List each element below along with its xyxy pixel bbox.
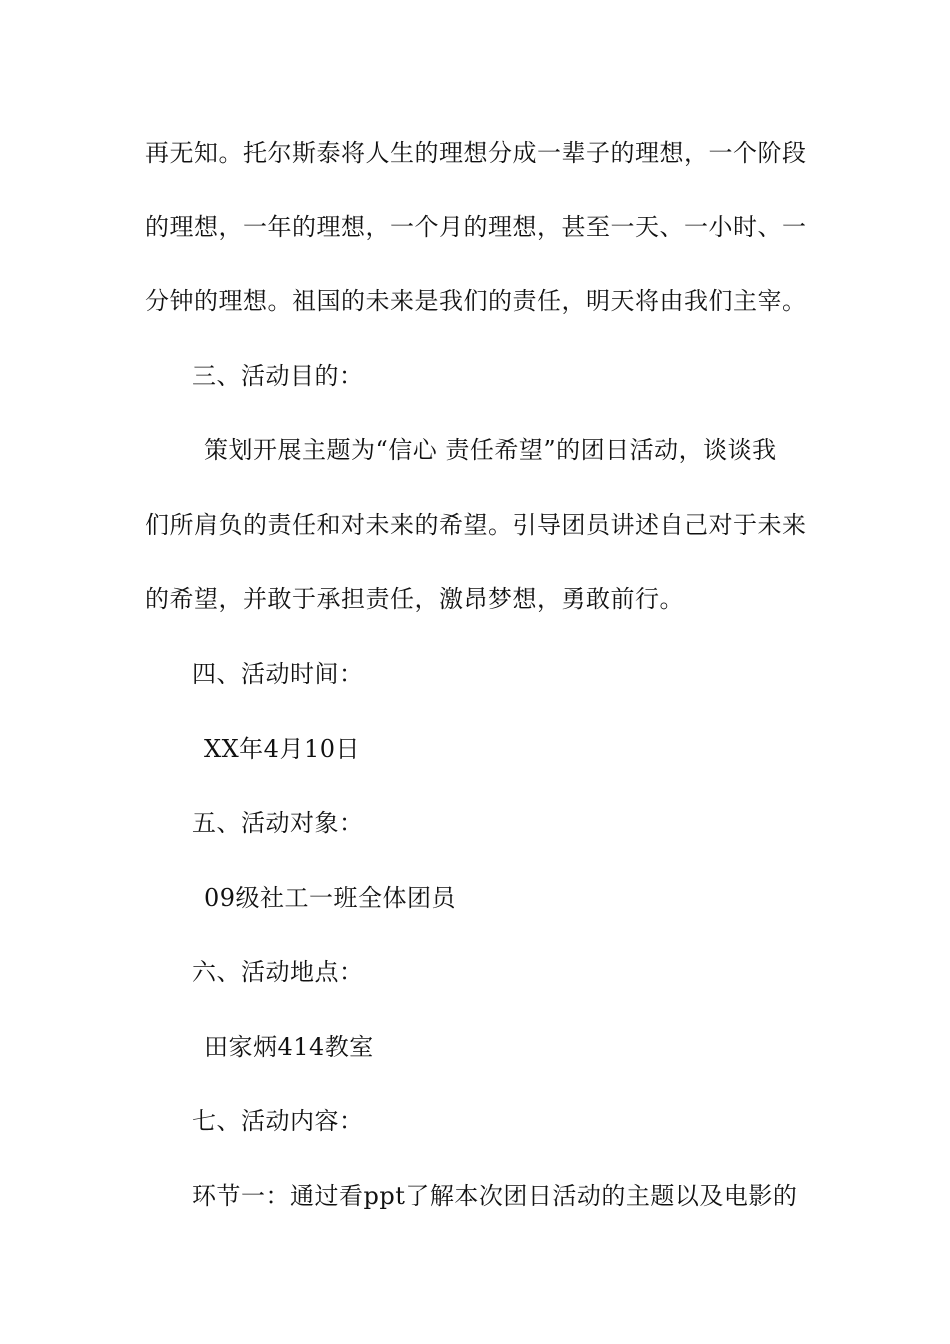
paragraph-line: 09级社工一班全体团员 xyxy=(204,884,457,912)
section-heading: 三、活动目的： xyxy=(192,362,364,390)
section-heading: 七、活动内容： xyxy=(192,1107,364,1135)
paragraph-line: XX年4月10日 xyxy=(204,735,360,763)
paragraph-line: 的希望，并敢于承担责任，激昂梦想，勇敢前行。 xyxy=(145,585,684,613)
paragraph-line: 环节一：通过看ppt了解本次团日活动的主题以及电影的 xyxy=(192,1182,798,1210)
paragraph-line: 们所肩负的责任和对未来的希望。引导团员讲述自己对于未来 xyxy=(145,511,807,539)
paragraph-line: 的理想，一年的理想，一个月的理想，甚至一天、一小时、一 xyxy=(145,213,807,241)
paragraph-line: 田家炳414教室 xyxy=(204,1033,374,1061)
section-heading: 五、活动对象： xyxy=(192,809,364,837)
paragraph-line: 策划开展主题为“信心 责任希望”的团日活动，谈谈我 xyxy=(204,436,777,464)
section-heading: 六、活动地点： xyxy=(192,958,364,986)
paragraph-line: 分钟的理想。祖国的未来是我们的责任，明天将由我们主宰。 xyxy=(145,287,807,315)
paragraph-line: 再无知。托尔斯泰将人生的理想分成一辈子的理想，一个阶段 xyxy=(145,139,807,167)
section-heading: 四、活动时间： xyxy=(192,660,364,688)
